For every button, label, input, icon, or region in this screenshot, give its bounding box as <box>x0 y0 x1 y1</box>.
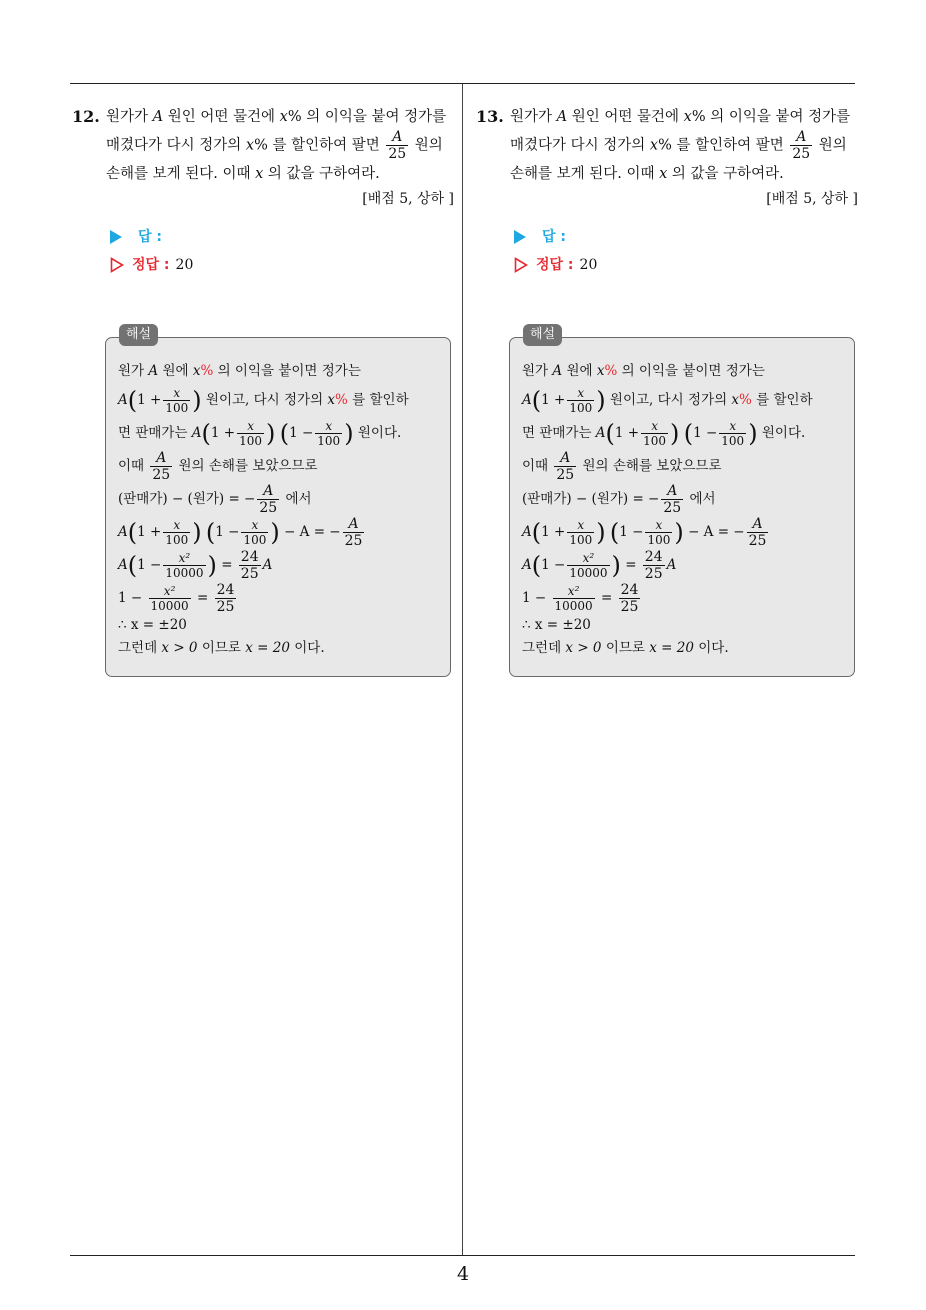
correct-answer-label: 정답 : <box>132 257 170 273</box>
play-triangle-icon <box>110 230 122 244</box>
page-number: 4 <box>456 1263 470 1285</box>
answer-section <box>514 223 858 279</box>
correct-answer-value: 20 <box>175 257 194 273</box>
solution-tag: 해설 <box>523 324 562 346</box>
solution-line: 면 판매가는 A(1 + $\frac{x}{100}$ ) (1 − $\frac{x}{100}$ ) 원이다. <box>118 419 402 448</box>
outline-triangle-icon <box>514 257 528 273</box>
correct-answer-row <box>110 251 454 279</box>
score-label: [배점 5, 상하 ] <box>362 191 454 207</box>
solution-line: A(1 + $\frac{x}{100}$ ) 원이고, 다시 정가의 x% 를 할인하 <box>118 386 409 415</box>
solution-line: A(1 − $\frac{\text{x²}}{10000}$ ) = $\frac{24}{25}$ A <box>118 549 273 582</box>
question <box>476 104 858 677</box>
score-label: [배점 5, 상하 ] <box>766 191 858 207</box>
solution-line: A(1 + $\frac{x}{100}$ ) 원이고, 다시 정가의 x% 를 할인하 <box>522 386 813 415</box>
solution-line: 그런데 x > 0 이므로 x = 20 이다. <box>522 640 729 656</box>
question-text: 원가가 A 원인 어떤 물건에 x% 의 이익을 붙여 정가를 매겼다가 다시 정가의 x% 를 할인하여 팔면 $\frac{A}{25}$ 원의 손해를 보게 된다. 이때 x 의 값을 구하여라. [배점 5, 상하 ] <box>510 109 858 207</box>
solution-line: 원가 A 원에 x% 의 이익을 붙이면 정가는 <box>118 363 361 379</box>
answer-label: 답 : <box>542 229 566 245</box>
solution-line: (판매가) − (원가) = − $\frac{A}{25}$ 에서 <box>522 483 716 516</box>
solution-line: 1 − $\frac{\text{x²}}{10000}$ = $\frac{24}{25}$ <box>118 582 235 615</box>
question-text: 원가가 A 원인 어떤 물건에 x% 의 이익을 붙여 정가를 매겼다가 다시 정가의 x% 를 할인하여 팔면 $\frac{A}{25}$ 원의 손해를 보게 된다. 이때 x 의 값을 구하여라. [배점 5, 상하 ] <box>106 109 454 207</box>
solution-line: 면 판매가는 A(1 + $\frac{x}{100}$ ) (1 − $\frac{x}{100}$ ) 원이다. <box>522 419 806 448</box>
solution-line: A(1 + $\frac{x}{100}$ ) (1 − $\frac{x}{100}$ ) − A = − $\frac{A}{25}$ <box>522 516 767 549</box>
solution-box <box>509 327 855 677</box>
column-divider <box>462 84 463 1256</box>
solution-tag: 해설 <box>119 324 158 346</box>
solution-line: 이때 $\frac{A}{25}$ 원의 손해를 보았으므로 <box>522 450 722 483</box>
solution-line: A(1 − $\frac{\text{x²}}{10000}$ ) = $\frac{24}{25}$ A <box>522 549 677 582</box>
fraction: $\frac{A}{25}$ <box>388 129 407 162</box>
correct-answer-row <box>514 251 858 279</box>
solution-line: (판매가) − (원가) = − $\frac{A}{25}$ 에서 <box>118 483 312 516</box>
solution-line: 그런데 x > 0 이므로 x = 20 이다. <box>118 640 325 656</box>
play-triangle-icon <box>514 230 526 244</box>
right-column <box>476 104 858 677</box>
fraction: $\frac{A}{25}$ <box>792 129 811 162</box>
question-number: 13. <box>476 107 504 126</box>
solution-line: A(1 + $\frac{x}{100}$ ) (1 − $\frac{x}{100}$ ) − A = − $\frac{A}{25}$ <box>118 516 363 549</box>
solution-line: 이때 $\frac{A}{25}$ 원의 손해를 보았으므로 <box>118 450 318 483</box>
solution-box <box>105 327 451 677</box>
solution-line: ∴ x = ±20 <box>118 617 187 633</box>
question-number: 12. <box>72 107 100 126</box>
bottom-rule <box>70 1255 855 1256</box>
answer-row <box>110 223 454 251</box>
answer-label: 답 : <box>138 229 162 245</box>
solution-line: 원가 A 원에 x% 의 이익을 붙이면 정가는 <box>522 363 765 379</box>
correct-answer-value: 20 <box>579 257 598 273</box>
correct-answer-label: 정답 : <box>536 257 574 273</box>
solution-line: ∴ x = ±20 <box>522 617 591 633</box>
answer-row <box>514 223 858 251</box>
answer-section <box>110 223 454 279</box>
left-column <box>72 104 454 677</box>
solution-line: 1 − $\frac{\text{x²}}{10000}$ = $\frac{24}{25}$ <box>522 582 639 615</box>
question <box>72 104 454 677</box>
outline-triangle-icon <box>110 257 124 273</box>
